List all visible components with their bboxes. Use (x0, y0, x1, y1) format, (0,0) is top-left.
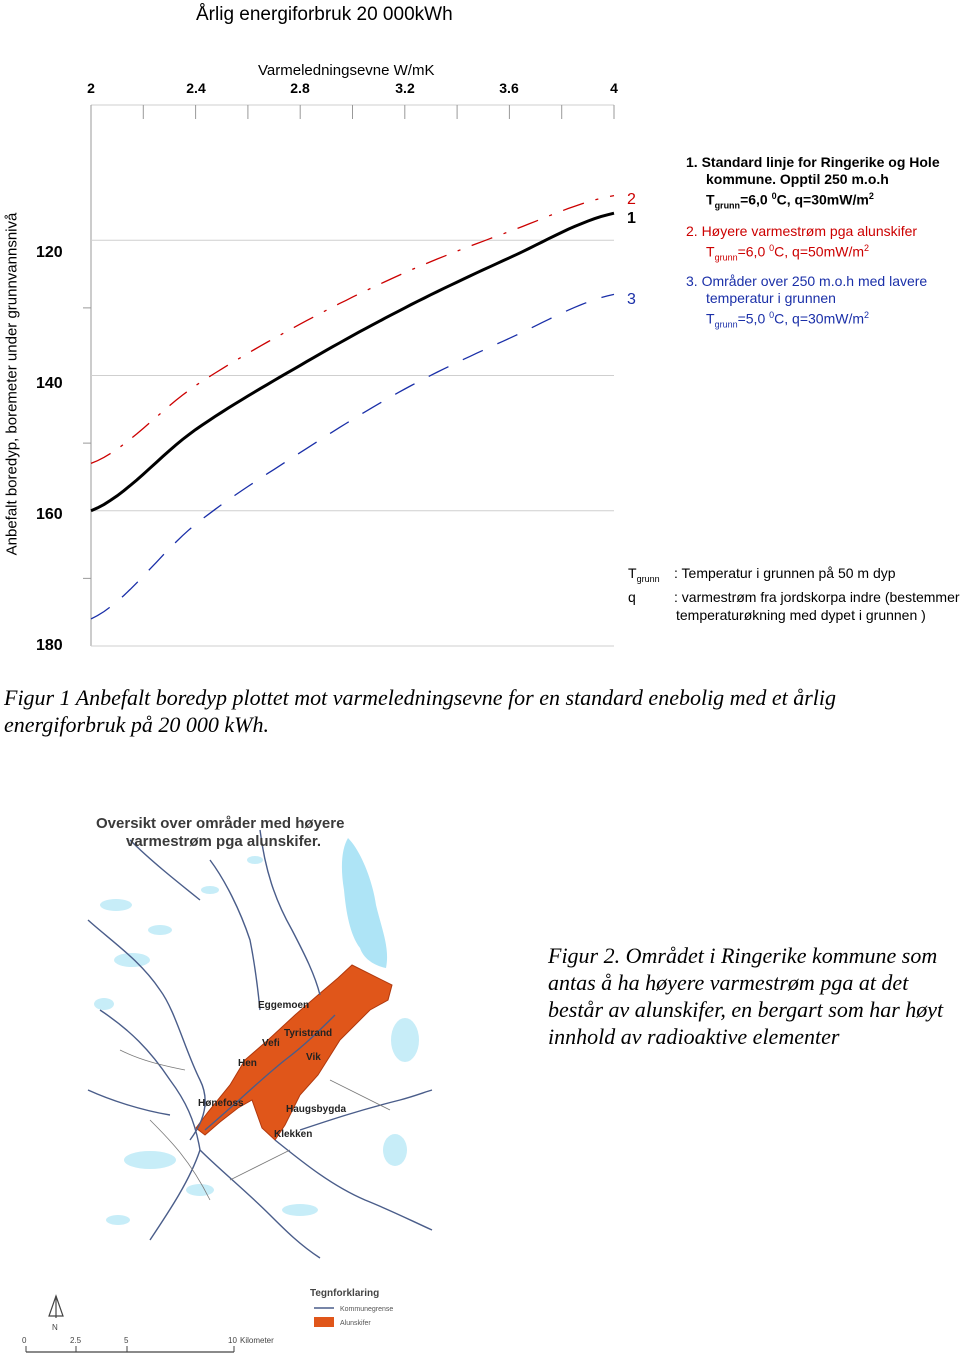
series-line-3 (91, 294, 614, 619)
map-title: Oversikt over områder med høyere (96, 815, 345, 832)
legend-item-1-formula: $T_{grunn}=6,0$ $^0$C, $q=30mW/m^2$ (706, 191, 874, 211)
legend-item-3-line2: temperatur i grunnen (706, 290, 836, 306)
place-label: Eggemoen (258, 1000, 310, 1011)
y-tick-label: 180 (36, 637, 63, 654)
map-title: varmestrøm pga alunskifer. (126, 833, 322, 850)
svg-text:Kommunegrense: Kommunegrense (340, 1306, 394, 1313)
series-line-2 (91, 196, 614, 464)
y-tick-label: 140 (36, 375, 63, 392)
definition-q-continued: temperaturøkning med dypet i grunnen ) (676, 606, 926, 623)
figure-2-caption: Figur 2. Området i Ringerike kommune som antas å ha høyere varmestrøm pga at det består av alunskifer, en bergart som har høyt innhold av radioaktive elementer (548, 943, 944, 1049)
legend-item-1 (686, 154, 940, 214)
x-tick-label: 2.8 (290, 80, 310, 96)
curve-marker-1: 1 (627, 210, 636, 227)
series-line-1 (91, 213, 614, 511)
ringerike-map (22, 808, 432, 1352)
symbol-definitions (628, 564, 960, 624)
x-axis-label: Varmeledningsevne W/mK (258, 62, 435, 79)
y-tick-label: 160 (36, 506, 63, 523)
place-label: Hen (238, 1058, 257, 1069)
place-label: Klekken (274, 1129, 313, 1140)
place-label: Tyristrand (284, 1028, 333, 1039)
svg-text:5: 5 (124, 1336, 129, 1345)
x-tick-label: 2.4 (186, 80, 206, 96)
legend-item-2 (686, 223, 917, 266)
definition-q: q : varmestrøm fra jordskorpa indre (bestemmer (628, 588, 960, 605)
chart-series (91, 196, 614, 619)
curve-marker-2: 2 (627, 191, 636, 208)
svg-text:0: 0 (22, 1336, 27, 1345)
figure-1-caption: Figur 1 Anbefalt boredyp plottet mot varmeledningsevne for en standard enebolig med et årlig energiforbruk på 20 000 kWh. (4, 685, 836, 737)
svg-text:N: N (52, 1323, 58, 1332)
place-label: Hønefoss (198, 1098, 244, 1109)
map-legend (310, 1288, 393, 1327)
legend-item-3 (686, 273, 927, 333)
x-tick-label: 3.6 (499, 80, 519, 96)
svg-text:Tegnforklaring: Tegnforklaring (310, 1288, 380, 1299)
svg-text:10: 10 (228, 1336, 237, 1345)
place-label: Vik (306, 1052, 321, 1063)
legend-item-2-line1: 2. Høyere varmestrøm pga alunskifer (686, 223, 918, 239)
place-label: Vefi (262, 1038, 280, 1049)
svg-text:Kilometer: Kilometer (240, 1336, 274, 1345)
curve-marker-3: 3 (627, 291, 636, 308)
north-arrow-icon (49, 1296, 63, 1332)
x-tick-label: 2 (87, 80, 95, 96)
map-frame (88, 808, 432, 1258)
y-tick-label: 120 (36, 244, 63, 261)
chart-grid (83, 105, 614, 646)
place-label: Haugsbygda (286, 1104, 347, 1115)
map-scale-bar (22, 1336, 274, 1352)
legend-item-3-formula: $T_{grunn}=5,0$ $^0$C, $q=30mW/m^2$ (706, 310, 870, 330)
chart-title: Årlig energiforbruk 20 000kWh (196, 4, 453, 25)
legend-item-3-line1: 3. Områder over 250 m.o.h med lavere (686, 273, 928, 289)
svg-text:Alunskifer: Alunskifer (340, 1320, 371, 1327)
x-tick-label: 4 (610, 80, 618, 96)
legend-item-1-line1: 1. Standard linje for Ringerike og Hole (686, 154, 940, 170)
x-tick-label: 3.2 (395, 80, 415, 96)
svg-text:2.5: 2.5 (70, 1336, 82, 1345)
y-axis-label: Anbefalt boredyp, boremeter under grunnvannsnivå (3, 212, 21, 556)
legend-item-1-line2: kommune. Opptil 250 m.o.h (706, 171, 889, 187)
definition-t: $T_{grunn}$ : Temperatur i grunnen på 50 m dyp (628, 565, 896, 584)
legend-item-2-formula: $T_{grunn}=6,0$ $^0$C, $q=50mW/m^2$ (706, 243, 870, 263)
